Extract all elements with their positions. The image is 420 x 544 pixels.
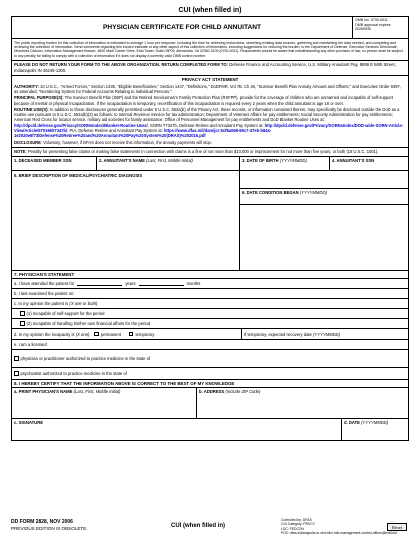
incapacity-label: d. In my opinion the incapacity is — [14, 331, 75, 337]
temporary-label: temporary — [135, 331, 155, 337]
authority-paragraph — [12, 83, 408, 95]
blanket-routine-uses-link[interactable]: http://dpcld.defense.gov/Privacy/SORNsIndex/Blanket-Routine-Uses/ — [14, 122, 148, 128]
diagnosis-label: 5. BRIEF DESCRIPTION OF MEDICAL/PSYCHIATRIC DIAGNOSIS — [14, 172, 143, 178]
date-signed-sublabel: (YYYYMMDD) — [361, 420, 389, 426]
cui-banner-top: CUI (when filled in) — [178, 7, 242, 14]
date-condition-began-sublabel: (YYYYMMDD) — [299, 189, 327, 195]
opinion-label: c. In my opinion the patient is — [14, 301, 69, 307]
physician-name-field[interactable] — [12, 388, 197, 418]
deceased-member-ssn-field[interactable] — [12, 157, 97, 170]
months-label: months — [186, 281, 201, 287]
annuitant-name-sublabel: (Last, First, Middle Initial) — [146, 157, 193, 163]
self-support-checkbox[interactable] — [20, 311, 25, 316]
annuitant-ssn-field[interactable] — [330, 157, 408, 170]
burden-statement: The public reporting burden for this collection of information is estimated to average 1 hour per response, including the time for reviewing instructions, searching existing data sources, gathering and maintaining the data needed, and completing and reviewing the collection of information. Send comments regarding this burden estimate or any other aspect of this collection of information, including suggestions for reducing the burden, to the Department of Defense, Executive Services Directorate, Directives Division, Information Management Branch, 4800 Mark Center Drive, East Tower, Suite 03F09, Alexandria, VA 22350-3100 (0730-0011). Respondents should be aware that notwithstanding any other provision of law, no person shall be subject to any penalty for failing to comply with a collection of information if it does not display a currently valid OMB control number. — [14, 40, 403, 58]
self-support-option[interactable] — [12, 309, 106, 318]
last-examined-line[interactable] — [12, 289, 408, 298]
note-label: NOTE: — [14, 149, 27, 154]
return-address — [12, 61, 408, 75]
date-condition-column — [240, 171, 408, 270]
date-condition-blank — [240, 205, 408, 270]
disclosure-paragraph — [12, 139, 408, 146]
row-7b — [12, 289, 408, 299]
cui-designation-block — [281, 518, 397, 536]
certification-heading: 8. I HEREBY CERTIFY THAT THE INFORMATION ABOVE IS CORRECT TO THE BEST OF MY KNOWLEDGE — [14, 381, 235, 387]
sorn-link[interactable]: http://dpcld.defense.gov/Privacy/SORNsIndex/DOD-wide-SORN-Article-View/Article/570196/t7347b/ — [14, 122, 403, 134]
annuitant-name-label: 2. ANNUITANT'S NAME — [99, 157, 145, 163]
date-signed-field[interactable] — [342, 419, 408, 440]
recovery-date-sublabel: (YYYYMMDD) — [313, 331, 341, 337]
fields-5-6-row — [12, 171, 408, 271]
form-page — [11, 6, 409, 540]
authority-label: AUTHORITY: — [14, 83, 39, 89]
privacy-act-section — [12, 76, 408, 148]
omb-box — [352, 17, 408, 38]
date-condition-began-field[interactable] — [240, 189, 408, 205]
temporary-checkbox[interactable] — [129, 332, 134, 337]
burden-row — [12, 39, 408, 61]
date-signed-label: d. DATE — [344, 420, 360, 426]
form-body — [11, 16, 409, 441]
authority-text: 10 U.S.C., "Armed Forces," Section 1435, "Eligible Beneficiaries," Section 1447, "Definitions," DoDFMR, Vol 7B, Ch 46, "Survivor Benefit Plan Annuity Amount and Offsets," and Executive Order 9397, as amended, "Numbering System for Federal Accounts Relating to Individual Persons." — [14, 83, 401, 94]
section-8-heading-row — [12, 380, 408, 388]
note-text: Penalty for presenting false claims or making false statements in connection with claims is a fine of not more than $10,000 or imprisonment for not more than five years, or both (18 U.S.C. 1001). — [26, 149, 379, 154]
row-7a — [12, 279, 408, 289]
routine-text-2: . SORN T7347b, Defense Retiree and Annuitant Pay System at: — [147, 122, 265, 128]
routine-text: In addition to those disclosures generally permitted under 5 U.S.C. 552a(b) of the Privacy Act, these records, or information contained therein, may specifically be disclosed outside the DoD as a routine use pursuant to 5 U.S.C. 552a(b)(3) as follows: to Internal Revenue Service for tax administration; Department of Veterans Affairs for pay entitlements; Social Security Administration for pay entitlements; American Red Cross for locator service; military aid societies for family assistance; Office of Personnel Management for pay entitlements and DoD Blanket Routine Uses at: — [14, 106, 400, 123]
recovery-date-field[interactable] — [242, 329, 408, 339]
purpose-text: The Survivor Benefit Plan (SBP) and the Retired Serviceman's Family Protection Plan (RSFPP), provide for the coverage of children who are unmarried and incapable of self-support because of mental or physical incapacitation. If the incapacitation is temporary, recertification of this incapacitation is required every 2 years when the child annuitant is age 18 or over. — [14, 95, 393, 106]
address-field[interactable] — [197, 388, 408, 418]
section-7-heading-row — [12, 271, 408, 279]
poc: POC: dfas.indianapolis-in.zed.mbx.info-management-control-officer@mail.mil — [281, 531, 397, 536]
attended-label: a. I have attended the patient for — [14, 281, 75, 287]
row-8ab — [12, 388, 408, 419]
psychiatrist-label: psychiatrist authorized to practice medicine in the state of — [20, 371, 127, 377]
row-7c2 — [12, 319, 408, 329]
physician-name-sublabel: (Last, First, Middle Initial) — [73, 389, 121, 395]
psychiatrist-checkbox[interactable] — [14, 371, 19, 376]
months-input[interactable] — [139, 281, 184, 286]
form-number: DD FORM 2828, NOV 2006 — [11, 519, 73, 525]
disclosure-text: : Voluntary; however, if DFAS does not receive this information, the annuity payments will stop. — [40, 139, 212, 145]
opinion-sublabel: (X one or both) — [69, 301, 98, 307]
opinion-line — [12, 299, 99, 308]
fields-1-4-row — [12, 157, 408, 171]
physician-practitioner-label: physician or practitioner authorized to practice medicine in the state of — [20, 356, 151, 362]
cui-banner-bottom: CUI (when filled in) — [171, 523, 225, 529]
row-7d — [12, 329, 408, 340]
row-7e2 — [12, 368, 408, 380]
financial-affairs-label: (2) Incapable of handling his/her own financial affairs for the period — [26, 321, 151, 327]
physician-name-label: a. PRINT PHYSICIAN'S NAME — [14, 389, 73, 395]
disclosure-label: DISCLOSURE — [14, 139, 41, 145]
permanent-checkbox[interactable] — [94, 332, 99, 337]
row-7c — [12, 299, 408, 309]
incapacity-sublabel: (X one) — [75, 331, 90, 337]
signature-field[interactable] — [12, 419, 342, 440]
annuitant-name-field[interactable] — [97, 157, 240, 170]
row-7e — [12, 340, 408, 350]
row-7e1 — [12, 350, 408, 368]
form-footer — [11, 517, 409, 540]
licensed-label: e. I am a licensed — [14, 342, 47, 348]
years-input[interactable] — [77, 281, 122, 286]
permanent-label: permanent — [100, 331, 121, 337]
financial-affairs-checkbox[interactable] — [20, 321, 25, 326]
row-8cd — [12, 419, 408, 440]
reset-button[interactable]: Reset — [387, 523, 407, 531]
form-title: PHYSICIAN CERTIFICATE FOR CHILD ANNUITANT — [102, 23, 262, 31]
years-label: years — [125, 281, 136, 287]
address-sublabel: (Include ZIP Code) — [225, 389, 261, 395]
physician-practitioner-option[interactable] — [12, 350, 152, 367]
physician-statement-heading: 7. PHYSICIAN'S STATEMENT — [14, 271, 75, 277]
diagnosis-field[interactable] — [12, 171, 240, 270]
privacy-act-heading: PRIVACY ACT STATEMENT — [181, 76, 239, 82]
purpose-paragraph — [12, 95, 408, 107]
physician-practitioner-checkbox[interactable] — [14, 356, 19, 361]
incapacity-type-cell — [12, 329, 242, 339]
attended-patient-line — [12, 279, 408, 288]
date-of-birth-field[interactable] — [240, 157, 330, 170]
routine-use-paragraph — [12, 106, 408, 139]
penalty-note — [12, 148, 380, 156]
cui-category: CUI Category: PRVCY — [281, 522, 316, 527]
spacer-cell — [240, 171, 408, 189]
ldc: LDC: FEDCON — [281, 526, 304, 531]
annuitant-ssn-label: 4. ANNUITANT'S SSN — [332, 157, 375, 163]
financial-affairs-option[interactable] — [12, 319, 152, 328]
recovery-date-label: If temporary, expected recovery date — [244, 331, 312, 337]
omb-approval: OMB approval expires — [355, 22, 391, 27]
routine-text-3: ; PIA, Defense Retiree and Annuitant Pay System at: — [67, 128, 164, 134]
omb-number: OMB No. 0730-0011 — [355, 18, 388, 22]
return-row — [12, 61, 408, 76]
title-row — [12, 17, 408, 39]
omb-date: 20260930 — [355, 27, 371, 32]
last-examined-label: b. I last examined the patient on: — [14, 291, 75, 297]
return-warning: PLEASE DO NOT RETURN YOUR FORM TO THE ABOVE ORGANIZATION. RETURN COMPLETED FORM TO: — [14, 62, 229, 68]
deceased-member-ssn-label: 1. DECEASED MEMBER SSN — [14, 157, 72, 163]
note-row — [12, 148, 408, 157]
psychiatrist-option[interactable] — [12, 368, 129, 379]
date-of-birth-label: 3. DATE OF BIRTH — [242, 157, 279, 163]
return-text: Defense Finance and Accounting Service, U.S. Military Annuitant Pay, 8899 E 56th Street, Indianapolis IN 46249-1300. — [14, 62, 396, 73]
address-label: b. ADDRESS — [199, 389, 225, 395]
date-condition-began-label: 6. DATE CONDITION BEGAN — [242, 189, 299, 195]
purpose-label: PRINCIPAL PURPOSE(S): — [14, 95, 64, 101]
row-7c1 — [12, 309, 408, 319]
date-of-birth-sublabel: (YYYYMMDD) — [279, 157, 307, 163]
previous-edition-note: PREVIOUS EDITION IS OBSOLETE. — [11, 526, 88, 531]
self-support-label: (1) Incapable of self-support for the period — [26, 311, 105, 317]
pia-link[interactable]: https://www.dfas.mil/dam/jcr:5cf8a068-69c7-47eb-b844-1e2020e6f73/Defense%20Retiree%20and%20Annuitant%20Pay%20System%20(DRAS)%202016.pdf — [14, 128, 272, 139]
controlled-by: Controlled by: DFAS — [281, 518, 312, 522]
routine-label: ROUTINE USE(S): — [14, 106, 49, 112]
signature-label: c. SIGNATURE — [14, 420, 44, 426]
